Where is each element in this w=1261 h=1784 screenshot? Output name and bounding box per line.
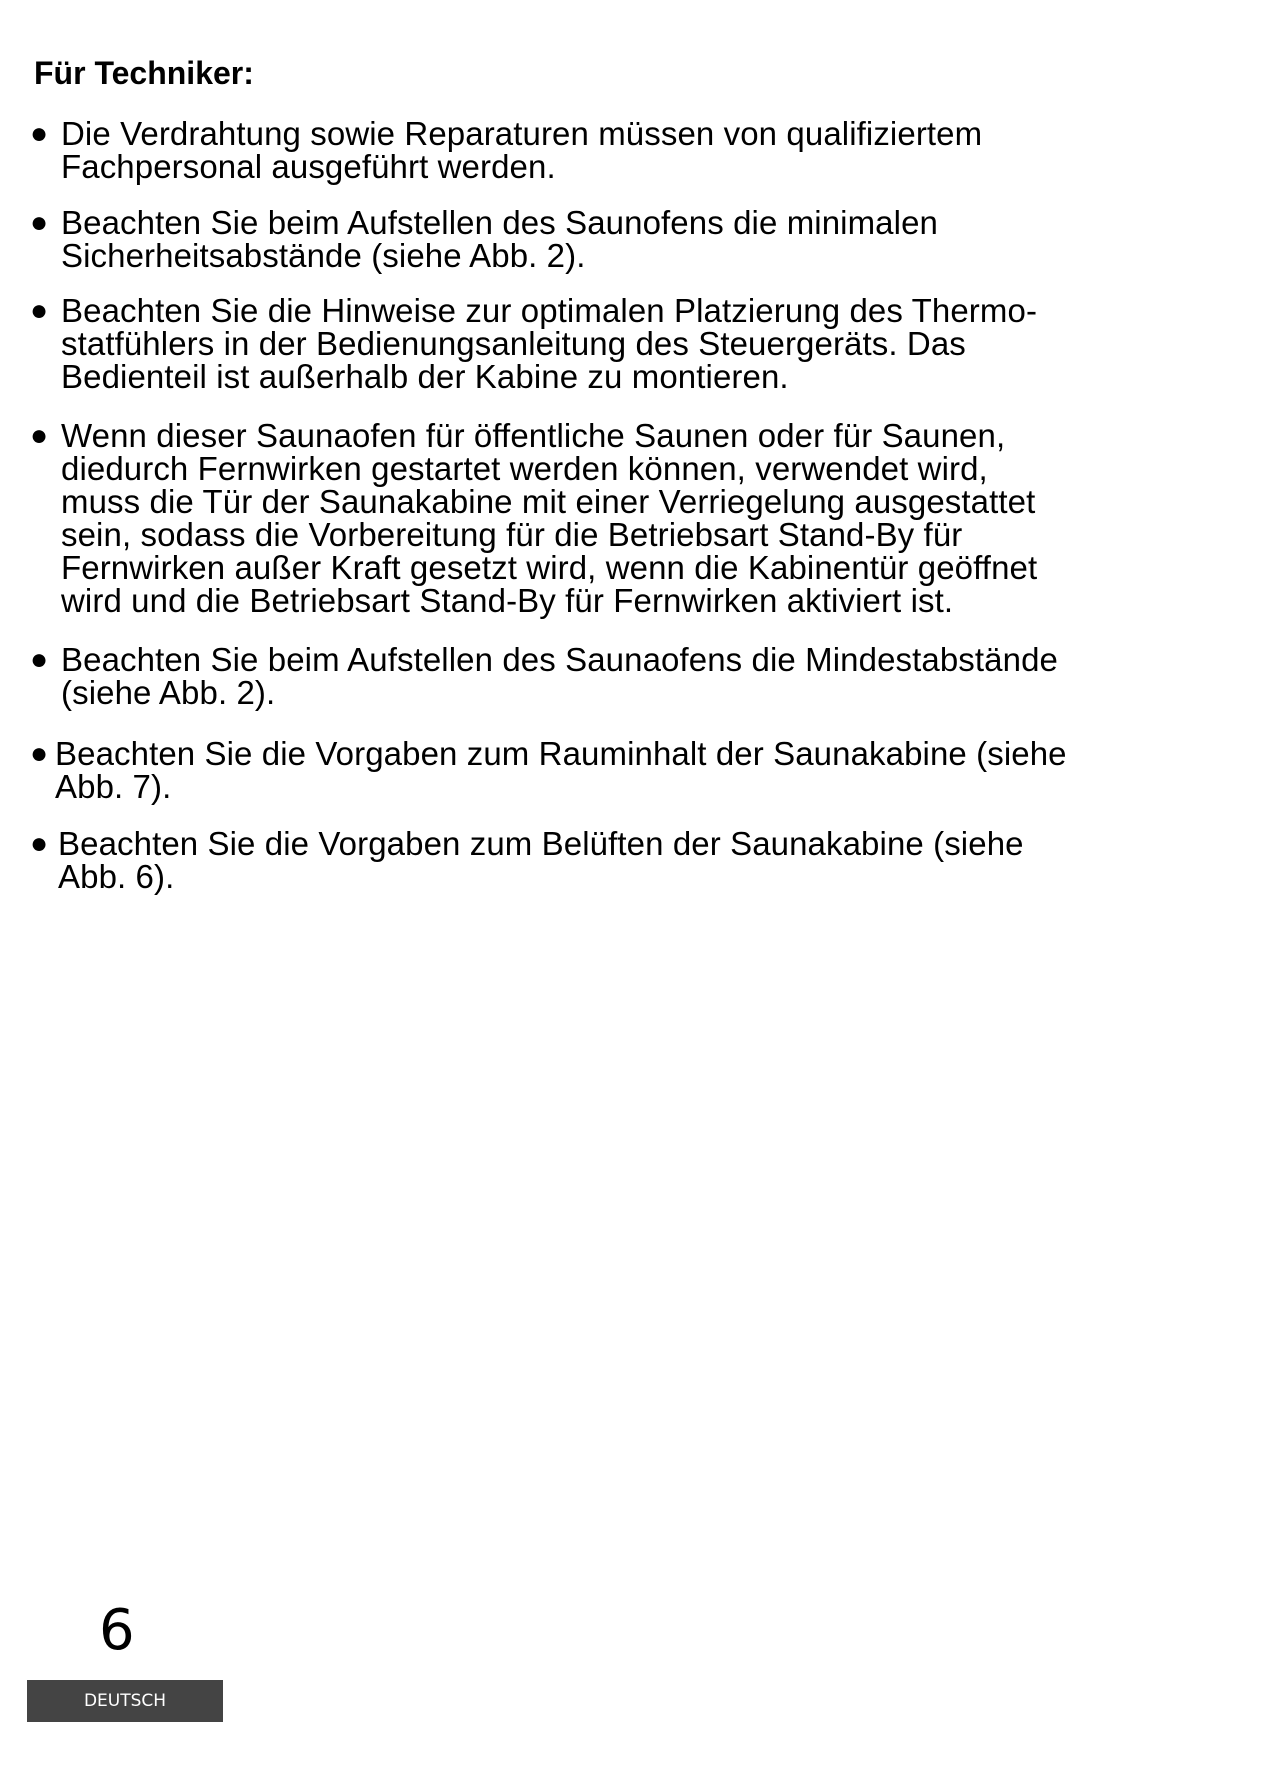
- text-line: Abb. 7).: [55, 768, 172, 805]
- text-line: Sicherheitsabstände (siehe Abb. 2).: [61, 237, 586, 274]
- text-line: Wenn dieser Saunaofen für öffentliche Saunen oder für Saunen,: [61, 417, 1006, 454]
- list-item-text: [61, 419, 1037, 617]
- bullet-icon: ●: [30, 737, 49, 770]
- text-line: Fachpersonal ausgeführt werden.: [61, 148, 556, 185]
- text-line: wird und die Betriebsart Stand-By für Fernwirken aktiviert ist.: [61, 582, 954, 619]
- bullet-icon: ●: [30, 827, 49, 860]
- bullet-icon: ●: [30, 419, 49, 452]
- text-line: Fernwirken außer Kraft gesetzt wird, wenn die Kabinentür geöffnet: [61, 549, 1038, 586]
- list-item-text: [61, 117, 982, 183]
- text-line: Beachten Sie beim Aufstellen des Saunaofens die Mindestabstände: [61, 641, 1058, 678]
- list-item-text: [61, 294, 1037, 393]
- list-item-text: [55, 737, 1067, 803]
- list-item-text: [61, 643, 1058, 709]
- list-item: [30, 206, 1210, 272]
- list-item-text: [61, 206, 938, 272]
- list-item: [30, 294, 1210, 393]
- text-line: Bedienteil ist außerhalb der Kabine zu montieren.: [61, 358, 789, 395]
- list-item: [30, 737, 1210, 803]
- bullet-icon: ●: [30, 206, 49, 239]
- text-line: Die Verdrahtung sowie Reparaturen müssen von qualifiziertem: [61, 115, 983, 152]
- language-tab: DEUTSCH: [27, 1680, 223, 1722]
- text-line: Abb. 6).: [58, 858, 175, 895]
- bullet-icon: ●: [30, 117, 49, 150]
- list-item-text: [58, 827, 1024, 893]
- list-item: [30, 827, 1210, 893]
- list-item: [30, 419, 1210, 617]
- text-line: Beachten Sie beim Aufstellen des Saunofens die minimalen: [61, 204, 938, 241]
- text-line: sein, sodass die Vorbereitung für die Betriebsart Stand-By für: [61, 516, 963, 553]
- text-line: muss die Tür der Saunakabine mit einer Verriegelung ausgestattet: [61, 483, 1036, 520]
- page-number: 6: [99, 1598, 135, 1663]
- text-line: diedurch Fernwirken gestartet werden können, verwendet wird,: [61, 450, 988, 487]
- bullet-icon: ●: [30, 294, 49, 327]
- list-item: [30, 643, 1210, 709]
- section-heading: Für Techniker:: [34, 55, 254, 91]
- bullet-icon: ●: [30, 643, 49, 676]
- list-item: [30, 117, 1210, 183]
- text-line: Beachten Sie die Vorgaben zum Belüften der Saunakabine (siehe: [58, 825, 1024, 862]
- text-line: Beachten Sie die Hinweise zur optimalen Platzierung des Thermo-: [61, 292, 1038, 329]
- text-line: (siehe Abb. 2).: [61, 674, 276, 711]
- text-line: Beachten Sie die Vorgaben zum Rauminhalt der Saunakabine (siehe: [55, 735, 1067, 772]
- text-line: statfühlers in der Bedienungsanleitung des Steuergeräts. Das: [61, 325, 966, 362]
